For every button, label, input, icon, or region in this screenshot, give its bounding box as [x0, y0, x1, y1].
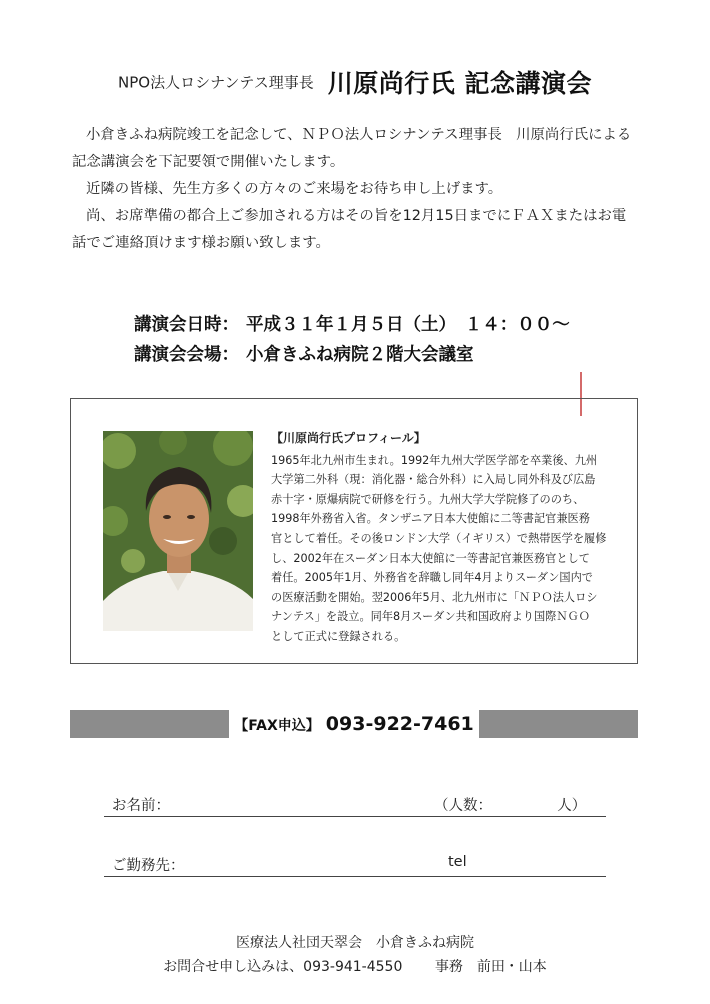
footer-contact: お問合せ申し込みは、093-941-4550 事務 前田・山本 — [163, 959, 547, 975]
intro-text — [72, 122, 647, 257]
event-date-label: 講演会日時： — [134, 315, 239, 335]
profile-line: 着任。2005年1月、外務省を辞職し同年4月よりスーダン国内で — [271, 571, 593, 585]
intro-paragraph-1-line-1: 小倉きふね病院竣工を記念して、ＮＰＯ法人ロシナンテス理事長 川原尚行氏による — [86, 127, 632, 143]
event-venue-row — [134, 340, 474, 370]
attendee-count-label: （人数： 人） — [434, 798, 587, 814]
profile-line: 1965年北九州市生まれ。1992年九州大学医学部を卒業後、九州 — [271, 453, 598, 467]
profile-heading: 【川原尚行氏プロフィール】 — [271, 431, 426, 445]
profile-line: 大学第二外科（現：消化器・総合外科）に入局し同外科及び広島 — [271, 473, 596, 487]
profile-line: 官として着任。その後ロンドン大学（イギリス）で熱帯医学を履修 — [271, 531, 607, 545]
profile-line: の医療活動を開始。翌2006年5月、北九州市に「ＮＰＯ法人ロシ — [271, 590, 598, 604]
profile-line: 1998年外務省入省。タンザニア日本大使館に二等書記官兼医務 — [271, 512, 590, 526]
fax-info — [229, 707, 479, 741]
speaker-photo — [103, 431, 253, 631]
intro-paragraph-2: 近隣の皆様、先生方多くの方々のご来場をお待ち申し上げます。 — [86, 181, 503, 197]
footer-organization: 医療法人社団天翠会 小倉きふね病院 — [236, 935, 474, 951]
fax-number: 093-922-7461 — [325, 713, 474, 735]
profile-box — [70, 398, 638, 664]
event-date-row — [134, 310, 570, 340]
name-field-label: お名前： — [112, 798, 170, 814]
event-venue-label: 講演会会場： — [134, 345, 239, 365]
profile-line: ナンテス」を設立。同年8月スーダン共和国政府より国際ＮＧＯ — [271, 610, 590, 624]
intro-paragraph-3-line-1: 尚、お席準備の都合上ご参加される方はその旨を12月15日までにＦＡＸまたはお電 — [86, 208, 627, 224]
page-title-row — [0, 64, 710, 100]
intro-paragraph-1-line-2: 記念講演会を下記要領で開催いたします。 — [72, 154, 345, 170]
organizer-title: NPO法人ロシナンテス理事長 — [118, 73, 314, 92]
profile-line: 赤十字・原爆病院で研修を行う。九州大学大学院修了ののち、 — [271, 492, 585, 506]
intro-paragraph-3-line-2: 話でご連絡頂けます様お願い致します。 — [72, 235, 330, 251]
event-title: 川原尚行氏 記念講演会 — [327, 69, 592, 98]
fax-label: 【FAX申込】 — [234, 718, 320, 734]
workplace-field-label: ご勤務先： — [112, 858, 185, 874]
profile-line: し、2002年在スーダン日本大使館に一等書記官兼医務官として — [271, 551, 590, 565]
profile-line: として正式に登録される。 — [271, 629, 406, 643]
speaker-photo-image — [103, 431, 253, 631]
workplace-field-line[interactable] — [104, 852, 606, 877]
event-venue-value: 小倉きふね病院２階大会議室 — [246, 345, 474, 365]
profile-text — [271, 429, 619, 647]
event-date-value: 平成３１年１月５日（土） １４：００～ — [246, 315, 570, 335]
tel-field-label: tel — [448, 854, 467, 870]
fax-banner — [70, 707, 638, 741]
name-field-line[interactable] — [104, 792, 606, 817]
